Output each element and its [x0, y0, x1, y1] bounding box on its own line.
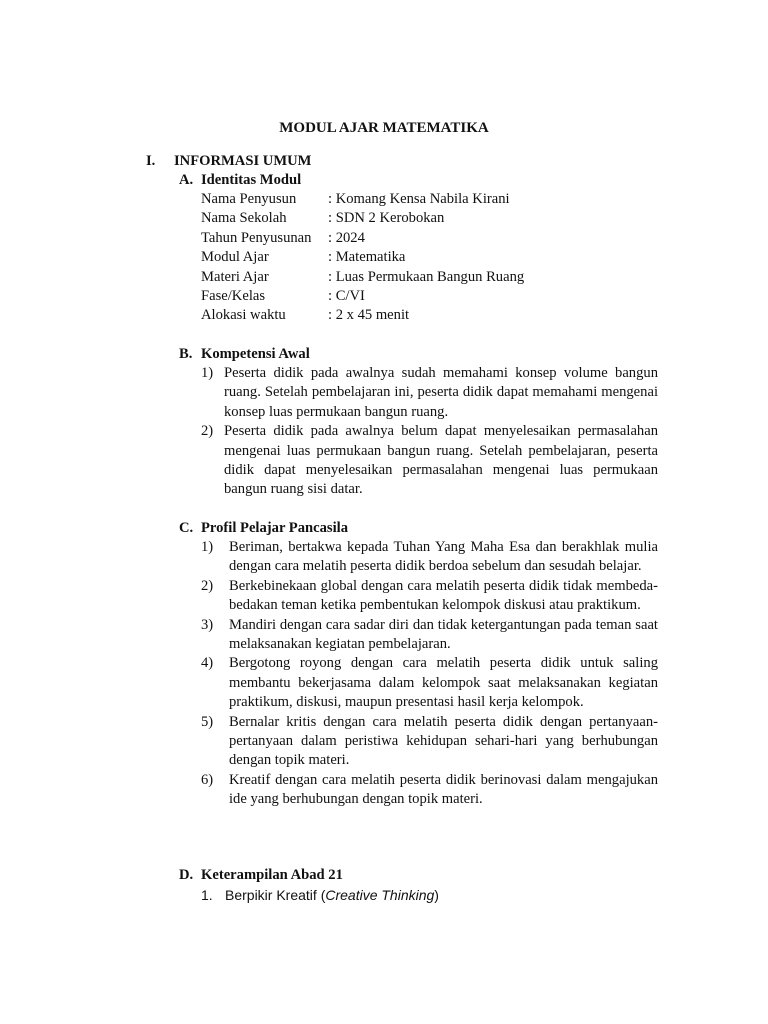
kompetensi-awal-list: [201, 364, 658, 500]
identity-value: : 2024: [328, 229, 365, 246]
list-item: [201, 654, 658, 712]
identity-label: Modul Ajar: [201, 249, 269, 266]
list-item-number: 5): [201, 713, 214, 730]
list-item: [201, 616, 658, 655]
identity-row: [201, 209, 524, 228]
identity-label: Alokasi waktu: [201, 307, 286, 324]
list-item-text: Beriman, bertakwa kepada Tuhan Yang Maha Esa dan berakhlak mulia dengan cara melatih peserta didik berdoa sebelum dan sesudah belajar.: [229, 539, 658, 575]
identity-table: [201, 190, 524, 326]
identity-value: : Komang Kensa Nabila Kirani: [328, 191, 510, 207]
subsection-b-title: Kompetensi Awal: [201, 346, 310, 362]
list-item: [201, 577, 658, 616]
subsection-d-letter: D.: [179, 867, 194, 883]
subsection-b-letter: B.: [179, 346, 193, 362]
list-item-text-end: ): [434, 887, 439, 903]
list-item: [201, 771, 658, 810]
list-item-text: Kreatif dengan cara melatih peserta didik berinovasi dalam mengajukan ide yang berhubungan dengan topik materi.: [229, 771, 658, 808]
list-item-number: 3): [201, 616, 214, 633]
list-item-number: 4): [201, 655, 214, 672]
identity-row: [201, 190, 524, 209]
list-item-number: 2): [201, 423, 214, 440]
list-item-number: 2): [201, 577, 214, 594]
profil-pelajar-list: [201, 538, 658, 810]
list-item-number: 6): [201, 771, 214, 788]
subsection-c-letter: C.: [179, 520, 194, 536]
identity-row: [201, 287, 524, 306]
list-item: [201, 713, 658, 771]
identity-value: : SDN 2 Kerobokan: [328, 210, 445, 227]
list-item-text: Bernalar kritis dengan cara melatih peserta didik dengan pertanyaan-pertanyaan dalam peristiwa kehidupan sehari-hari yang berhubungan dengan topik materi.: [229, 713, 658, 769]
subsection-a-title: Identitas Modul: [201, 172, 302, 188]
list-item-text: Mandiri dengan cara sadar diri dan tidak ketergantungan pada teman saat melaksanakan kegiatan pembelajaran.: [229, 616, 658, 653]
list-item: [201, 422, 658, 500]
subsection-a-letter: A.: [179, 172, 194, 188]
identity-value: : Matematika: [328, 249, 406, 266]
list-item-text: Peserta didik pada awalnya belum dapat menyelesaikan permasalahan mengenai luas permukaan bangun ruang. Setelah pembelajaran, peserta didik dapat menyelesaikan permasalahan mengenai luas permukaan bangun ruang sisi datar.: [224, 423, 658, 498]
list-item-text: [225, 886, 439, 905]
identity-label: Nama Penyusun: [201, 191, 297, 207]
identity-row: [201, 306, 524, 325]
document-title: MODUL AJAR MATEMATIKA: [279, 120, 489, 136]
identity-label: Materi Ajar: [201, 268, 269, 285]
subsection-c-title: Profil Pelajar Pancasila: [201, 520, 348, 536]
identity-value: : 2 x 45 menit: [328, 307, 410, 324]
list-item-text: Bergotong royong dengan cara melatih peserta didik untuk saling membantu bekerjasama dalam kelompok saat melaksanakan kegiatan praktikum, diskusi, maupun presentasi hasil kerja kelompok.: [229, 655, 658, 711]
list-item-text-italic: Creative Thinking: [325, 887, 435, 903]
list-item-number: 1): [201, 539, 214, 555]
section-title: INFORMASI UMUM: [174, 153, 312, 169]
subsection-d-title: Keterampilan Abad 21: [201, 867, 343, 883]
identity-row: [201, 229, 524, 248]
list-item-text-start: Berpikir Kreatif (: [225, 887, 326, 903]
list-item: [201, 886, 439, 905]
identity-value: : Luas Permukaan Bangun Ruang: [328, 268, 525, 285]
identity-row: [201, 268, 524, 287]
section-number: I.: [146, 153, 156, 169]
list-item: [201, 364, 658, 422]
identity-value: : C/VI: [328, 287, 365, 304]
list-item: [201, 538, 658, 577]
identity-label: Fase/Kelas: [201, 287, 266, 304]
list-item-number: 1.: [201, 887, 213, 903]
list-item-text: Peserta didik pada awalnya sudah memahami konsep volume bangun ruang. Setelah pembelajaran ini, peserta didik dapat memahami mengenai konsep luas permukaan bangun ruang.: [224, 365, 658, 420]
list-item-number: 1): [201, 365, 214, 381]
identity-label: Nama Sekolah: [201, 210, 287, 227]
identity-row: [201, 248, 524, 267]
list-item-text: Berkebinekaan global dengan cara melatih peserta didik tidak membeda-bedakan teman ketika pembentukan kelompok diskusi atau praktikum.: [229, 577, 658, 614]
identity-label: Tahun Penyusunan: [201, 229, 312, 246]
